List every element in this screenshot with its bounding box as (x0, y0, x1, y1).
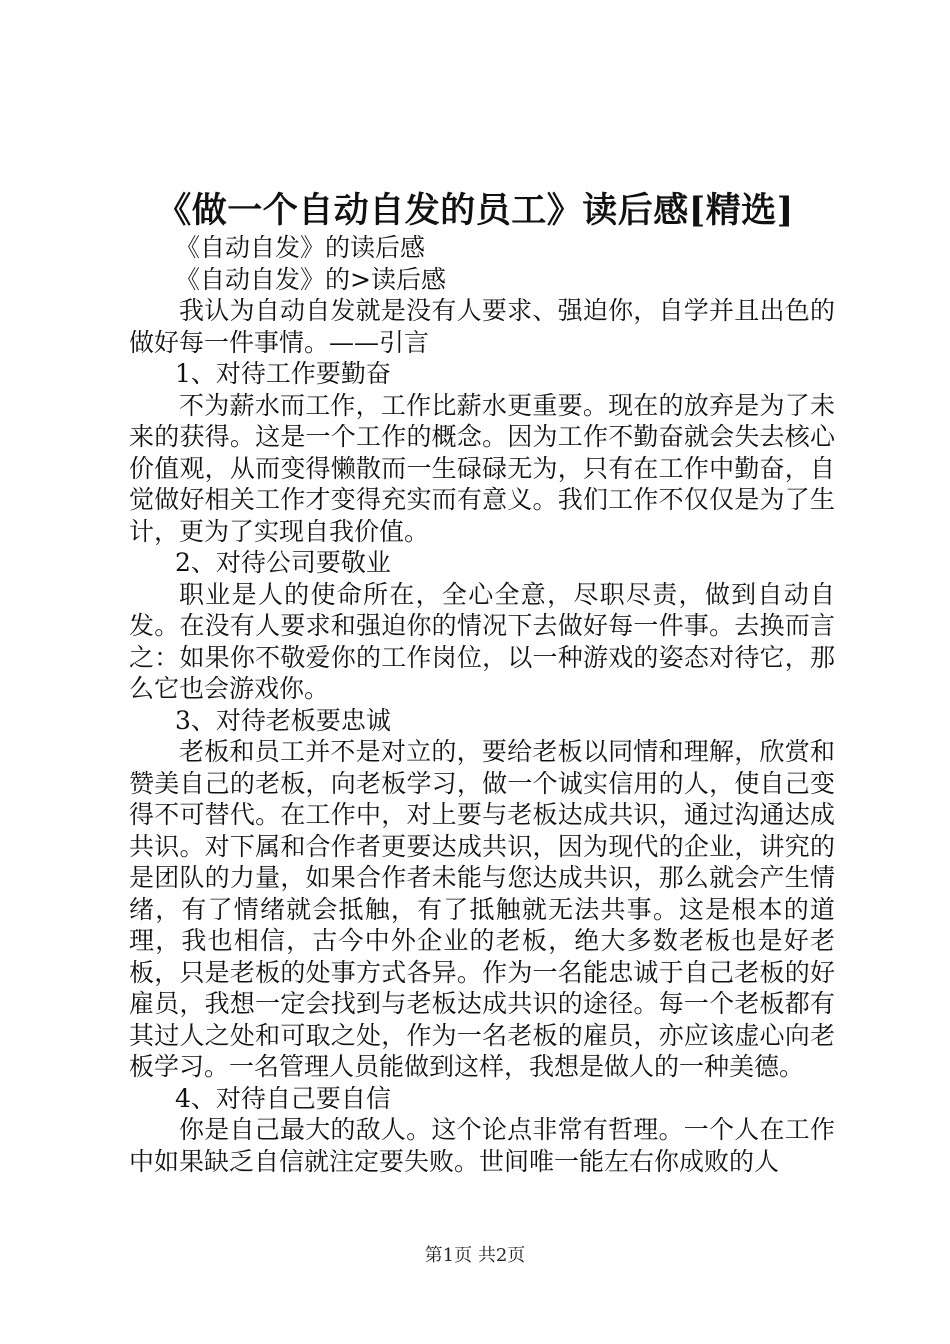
section-heading-2: 2、对待公司要敬业 (175, 548, 391, 577)
section-heading-3: 3、对待老板要忠诚 (175, 705, 391, 735)
document-title: 《做一个自动自发的员工》读后感[精选] (156, 190, 794, 231)
paragraph-label: 《自动自发》的>读后感 (175, 264, 446, 294)
paragraph-intro: 我认为自动自发就是没有人要求、强迫你，自学并且出色的做好每一件事情。——引言 (129, 296, 835, 357)
paragraph-section-2: 职业是人的使命所在，全心全意，尽职尽责，做到自动自发。在没有人要求和强迫你的情况下去做好每一件事。去换而言之：如果你不敬爱你的工作岗位，以一种游戏的姿态对待它，那么它也会游戏你。 (129, 579, 835, 703)
page-number-footer: 第1页 共2页 (424, 1245, 526, 1266)
section-heading-4: 4、对待自己要自信 (175, 1083, 391, 1113)
section-heading-1: 1、对待工作要勤奋 (175, 359, 391, 388)
paragraph-section-3: 老板和员工并不是对立的，要给老板以同情和理解，欣赏和赞美自己的老板，向老板学习，做一个诚实信用的人，使自己变得不可替代。在工作中，对上要与老板达成共识，通过沟通达成共识。对下属和合作者更要达成共识，因为现代的企业，讲究的是团队的力量，如果合作者未能与您达成共识，那么就会产生情绪，有了情绪就会抵触，有了抵触就无法共事。这是根本的道理，我也相信，古今中外企业的老板，绝大多数老板也是好老板，只是老板的处事方式各异。作为一名能忠诚于自己老板的好雇员，我想一定会找到与老板达成共识的途径。每一个老板都有其过人之处和可取之处，作为一名老板的雇员，亦应该虚心向老板学习。一名管理人员能做到这样，我想是做人的一种美德。 (129, 737, 835, 1081)
document-body (129, 232, 835, 1177)
paragraph-section-1: 不为薪水而工作，工作比薪水更重要。现在的放弃是为了未来的获得。这是一个工作的概念。因为工作不勤奋就会失去核心价值观，从而变得懒散而一生碌碌无为，只有在工作中勤奋，自觉做好相关工作才变得充实而有意义。我们工作不仅仅是为了生计，更为了实现自我价值。 (129, 390, 835, 546)
paragraph-section-4: 你是自己最大的敌人。这个论点非常有哲理。一个人在工作中如果缺乏自信就注定要失败。世间唯一能左右你成败的人 (129, 1115, 835, 1176)
paragraph-label: 《自动自发》的读后感 (175, 233, 426, 262)
